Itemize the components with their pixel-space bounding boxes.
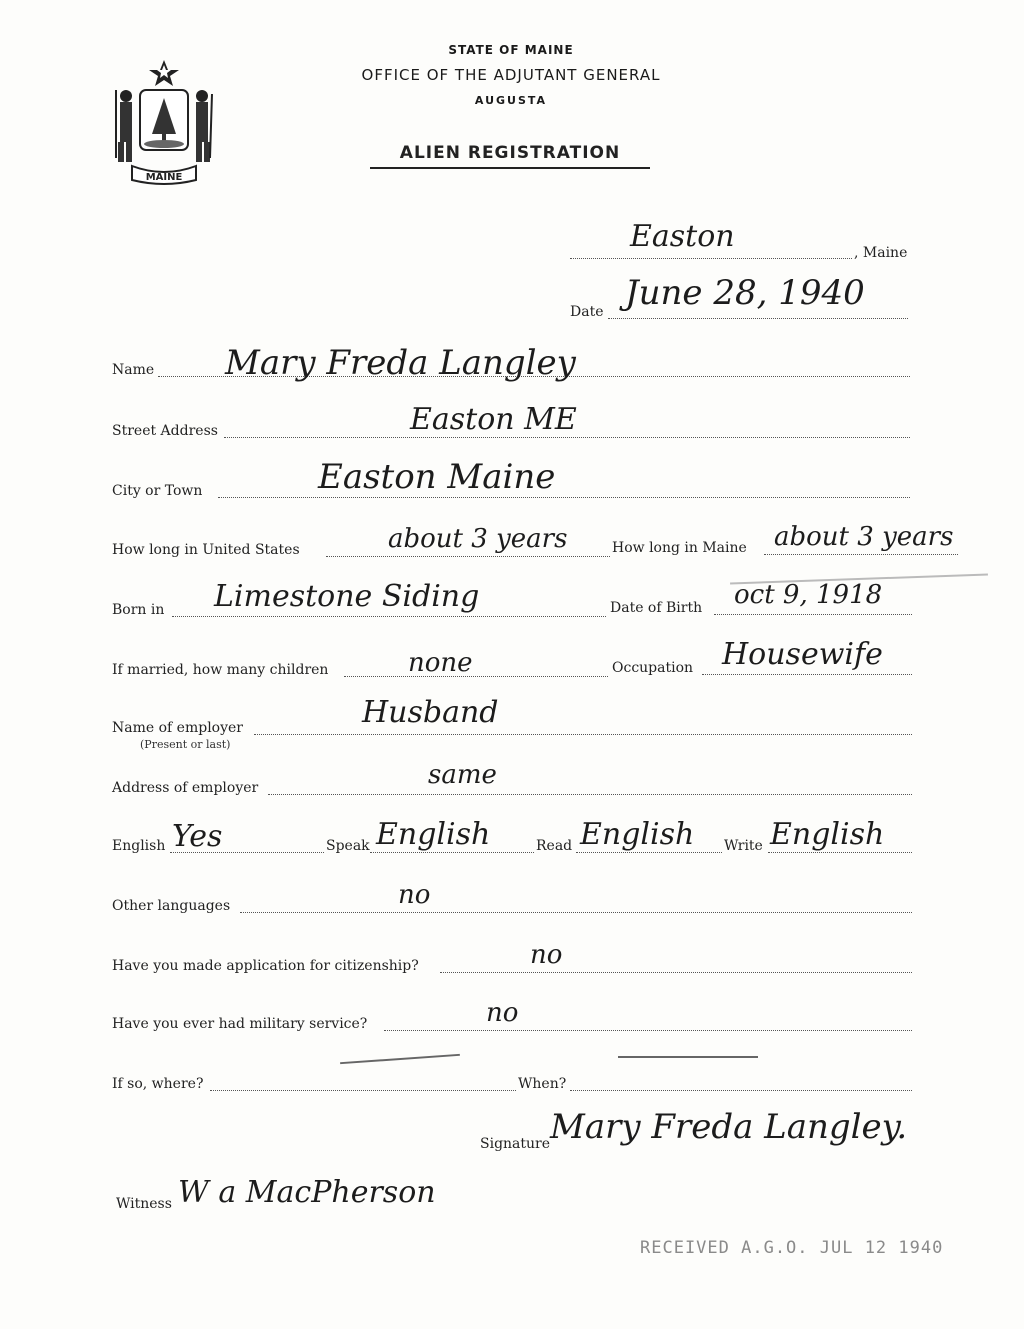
write-value[interactable]: English: [770, 817, 885, 852]
signature-label: Signature: [480, 1136, 551, 1152]
born-in-label: Born in: [112, 602, 165, 618]
name-label: Name: [112, 362, 155, 378]
date-label: Date: [570, 304, 604, 320]
read-value[interactable]: English: [580, 817, 695, 852]
how-long-us-label: How long in United States: [112, 542, 300, 558]
children-value[interactable]: none: [408, 648, 473, 678]
date-value[interactable]: June 28, 1940: [625, 273, 865, 313]
citizenship-value[interactable]: no: [530, 940, 563, 970]
read-label: Read: [536, 838, 573, 854]
write-label: Write: [724, 838, 763, 854]
employer-label: Name of employer: [112, 720, 243, 736]
city-label: City or Town: [112, 483, 203, 499]
witness-value[interactable]: W a MacPherson: [178, 1175, 436, 1210]
employer-sublabel: (Present or last): [140, 738, 231, 751]
signature-value[interactable]: Mary Freda Langley.: [550, 1107, 908, 1147]
employer-address-label: Address of employer: [112, 780, 259, 796]
form-title: ALIEN REGISTRATION: [370, 143, 650, 169]
other-languages-label: Other languages: [112, 898, 231, 914]
how-long-us-value[interactable]: about 3 years: [388, 524, 568, 554]
where-label: If so, where?: [112, 1076, 204, 1092]
place-value[interactable]: Easton: [630, 219, 735, 254]
speak-label: Speak: [326, 838, 370, 854]
english-label: English: [112, 838, 166, 854]
city-heading: AUGUSTA: [474, 94, 548, 107]
place-suffix: , Maine: [854, 245, 908, 261]
english-value[interactable]: Yes: [172, 819, 223, 854]
name-value[interactable]: Mary Freda Langley: [225, 343, 576, 383]
employer-address-value[interactable]: same: [428, 760, 497, 790]
born-in-value[interactable]: Limestone Siding: [214, 579, 480, 614]
how-long-maine-label: How long in Maine: [612, 540, 747, 556]
when-label: When?: [518, 1076, 567, 1092]
city-value[interactable]: Easton Maine: [318, 457, 556, 497]
citizenship-label: Have you made application for citizenship?: [112, 958, 419, 974]
received-stamp: RECEIVED A.G.O. JUL 12 1940: [640, 1238, 944, 1258]
street-address-label: Street Address: [112, 423, 218, 439]
occupation-value[interactable]: Housewife: [722, 637, 883, 672]
office-heading: OFFICE OF THE ADJUTANT GENERAL: [361, 66, 661, 84]
employer-value[interactable]: Husband: [362, 695, 499, 730]
street-address-value[interactable]: Easton ME: [410, 402, 577, 437]
occupation-label: Occupation: [612, 660, 694, 676]
children-label: If married, how many children: [112, 662, 329, 678]
military-value[interactable]: no: [486, 998, 519, 1028]
witness-label: Witness: [116, 1196, 172, 1212]
seal-text: MAINE: [145, 172, 183, 183]
military-label: Have you ever had military service?: [112, 1016, 368, 1032]
how-long-maine-value[interactable]: about 3 years: [774, 522, 954, 552]
other-languages-value[interactable]: no: [398, 880, 431, 910]
date-of-birth-value[interactable]: oct 9, 1918: [734, 580, 883, 610]
speak-value[interactable]: English: [376, 817, 491, 852]
state-heading: STATE OF MAINE: [448, 43, 574, 57]
date-of-birth-label: Date of Birth: [610, 600, 703, 616]
